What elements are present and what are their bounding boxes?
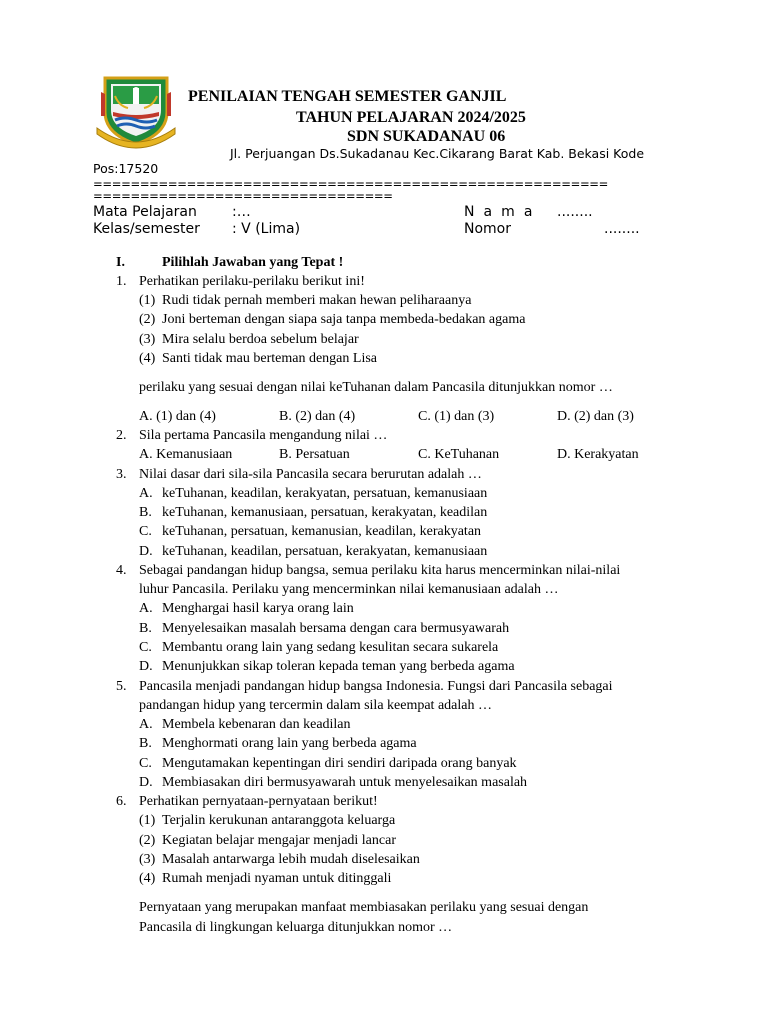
- option-text: keTuhanan, keadilan, persatuan, kerakyatan, kemanusiaan: [162, 544, 488, 559]
- header-divider: =======================================================: [93, 177, 609, 191]
- option-text: Mengutamakan kepentingan diri sendiri daripada orang banyak: [162, 756, 517, 771]
- statement-number: (2): [139, 312, 156, 327]
- number-label: Nomor: [464, 221, 511, 237]
- option-letter: C.: [139, 640, 152, 655]
- statement-text: Terjalin kerukunan antaranggota keluarga: [162, 813, 396, 828]
- answer-option-a: A. (1) dan (4): [139, 409, 216, 424]
- section-title: Pilihlah Jawaban yang Tepat !: [162, 255, 344, 270]
- option-letter: D.: [139, 659, 153, 674]
- option-text: keTuhanan, keadilan, kerakyatan, persatuan, kemanusiaan: [162, 486, 488, 501]
- answer-option-c: C. KeTuhanan: [418, 447, 500, 462]
- question-number: 3.: [116, 467, 127, 482]
- name-value: ........: [557, 204, 593, 220]
- answer-option-c: C. (1) dan (3): [418, 409, 495, 424]
- option-letter: B.: [139, 736, 152, 751]
- option-text: Menyelesaikan masalah bersama dengan cara bermusyawarah: [162, 621, 510, 636]
- question-stem: perilaku yang sesuai dengan nilai keTuhanan dalam Pancasila ditunjukkan nomor …: [139, 380, 613, 395]
- statement-number: (4): [139, 351, 156, 366]
- answer-option-d: D. (2) dan (3): [557, 409, 634, 424]
- answer-option-b: B. (2) dan (4): [279, 409, 356, 424]
- question-text: Nilai dasar dari sila-sila Pancasila secara berurutan adalah …: [139, 467, 482, 482]
- answer-option-b: B. Persatuan: [279, 447, 350, 462]
- option-letter: C.: [139, 524, 152, 539]
- question-number: 4.: [116, 563, 127, 578]
- question-text-continued: pandangan hidup yang tercermin dalam sila keempat adalah …: [139, 698, 492, 713]
- answer-option-a: A. Kemanusiaan: [139, 447, 233, 462]
- option-text: Menunjukkan sikap toleran kepada teman yang berbeda agama: [162, 659, 515, 674]
- academic-year: TAHUN PELAJARAN 2024/2025: [296, 109, 526, 126]
- statement-number: (3): [139, 332, 156, 347]
- option-letter: A.: [139, 486, 153, 501]
- number-value: ........: [604, 221, 640, 237]
- class-label: Kelas/semester: [93, 221, 200, 237]
- option-text: Menghormati orang lain yang berbeda agama: [162, 736, 417, 751]
- statement-text: Masalah antarwarga lebih mudah diselesaikan: [162, 852, 420, 867]
- question-number: 1.: [116, 274, 127, 289]
- school-address: Jl. Perjuangan Ds.Sukadanau Kec.Cikarang Barat Kab. Bekasi Kode: [230, 146, 645, 161]
- option-letter: A.: [139, 601, 153, 616]
- option-text: keTuhanan, kemanusiaan, persatuan, kerakyatan, keadilan: [162, 505, 488, 520]
- option-text: Membiasakan diri bermusyawarah untuk menyelesaikan masalah: [162, 775, 528, 790]
- question-stem-continued: Pancasila di lingkungan keluarga ditunjukkan nomor …: [139, 920, 453, 935]
- option-letter: D.: [139, 544, 153, 559]
- option-letter: D.: [139, 775, 153, 790]
- option-text: Membela kebenaran dan keadilan: [162, 717, 351, 732]
- subject-label: Mata Pelajaran: [93, 204, 197, 220]
- statement-number: (1): [139, 813, 156, 828]
- statement-number: (4): [139, 871, 156, 886]
- option-letter: B.: [139, 621, 152, 636]
- statement-number: (3): [139, 852, 156, 867]
- question-number: 5.: [116, 679, 127, 694]
- school-name: SDN SUKADANAU 06: [347, 128, 506, 145]
- answer-option-d: D. Kerakyatan: [557, 447, 639, 462]
- question-number: 2.: [116, 428, 127, 443]
- question-text: Perhatikan pernyataan-pernyataan berikut!: [139, 794, 378, 809]
- option-text: Membantu orang lain yang sedang kesulitan secara sukarela: [162, 640, 499, 655]
- statement-number: (2): [139, 833, 156, 848]
- statement-text: Joni berteman dengan siapa saja tanpa membeda-bedakan agama: [162, 312, 526, 327]
- school-postcode: Pos:17520: [93, 161, 159, 176]
- question-text: Pancasila menjadi pandangan hidup bangsa Indonesia. Fungsi dari Pancasila sebagai: [139, 679, 613, 694]
- question-number: 6.: [116, 794, 127, 809]
- option-letter: C.: [139, 756, 152, 771]
- question-text: Sila pertama Pancasila mengandung nilai …: [139, 428, 388, 443]
- question-text-continued: luhur Pancasila. Perilaku yang mencerminkan nilai kemanusiaan adalah …: [139, 582, 559, 597]
- statement-text: Santi tidak mau berteman dengan Lisa: [162, 351, 377, 366]
- exam-title: PENILAIAN TENGAH SEMESTER GANJIL: [188, 88, 507, 105]
- question-stem: Pernyataan yang merupakan manfaat membiasakan perilaku yang sesuai dengan: [139, 900, 589, 915]
- statement-text: Kegiatan belajar mengajar menjadi lancar: [162, 833, 396, 848]
- statement-text: Rumah menjadi nyaman untuk ditinggali: [162, 871, 392, 886]
- option-text: keTuhanan, persatuan, kemanusian, keadilan, kerakyatan: [162, 524, 482, 539]
- bekasi-regency-crest-icon: [95, 72, 177, 150]
- name-label: N a m a: [464, 204, 535, 220]
- option-letter: A.: [139, 717, 153, 732]
- option-letter: B.: [139, 505, 152, 520]
- statement-text: Rudi tidak pernah memberi makan hewan peliharaanya: [162, 293, 472, 308]
- statement-number: (1): [139, 293, 156, 308]
- class-value: : V (Lima): [232, 221, 301, 237]
- question-text: Perhatikan perilaku-perilaku berikut ini!: [139, 274, 365, 289]
- statement-text: Mira selalu berdoa sebelum belajar: [162, 332, 359, 347]
- header-divider-continued: ================================: [93, 189, 393, 203]
- option-text: Menghargai hasil karya orang lain: [162, 601, 354, 616]
- subject-value: :…: [232, 204, 251, 220]
- section-number: I.: [116, 255, 125, 270]
- question-text: Sebagai pandangan hidup bangsa, semua perilaku kita harus mencerminkan nilai-nilai: [139, 563, 621, 578]
